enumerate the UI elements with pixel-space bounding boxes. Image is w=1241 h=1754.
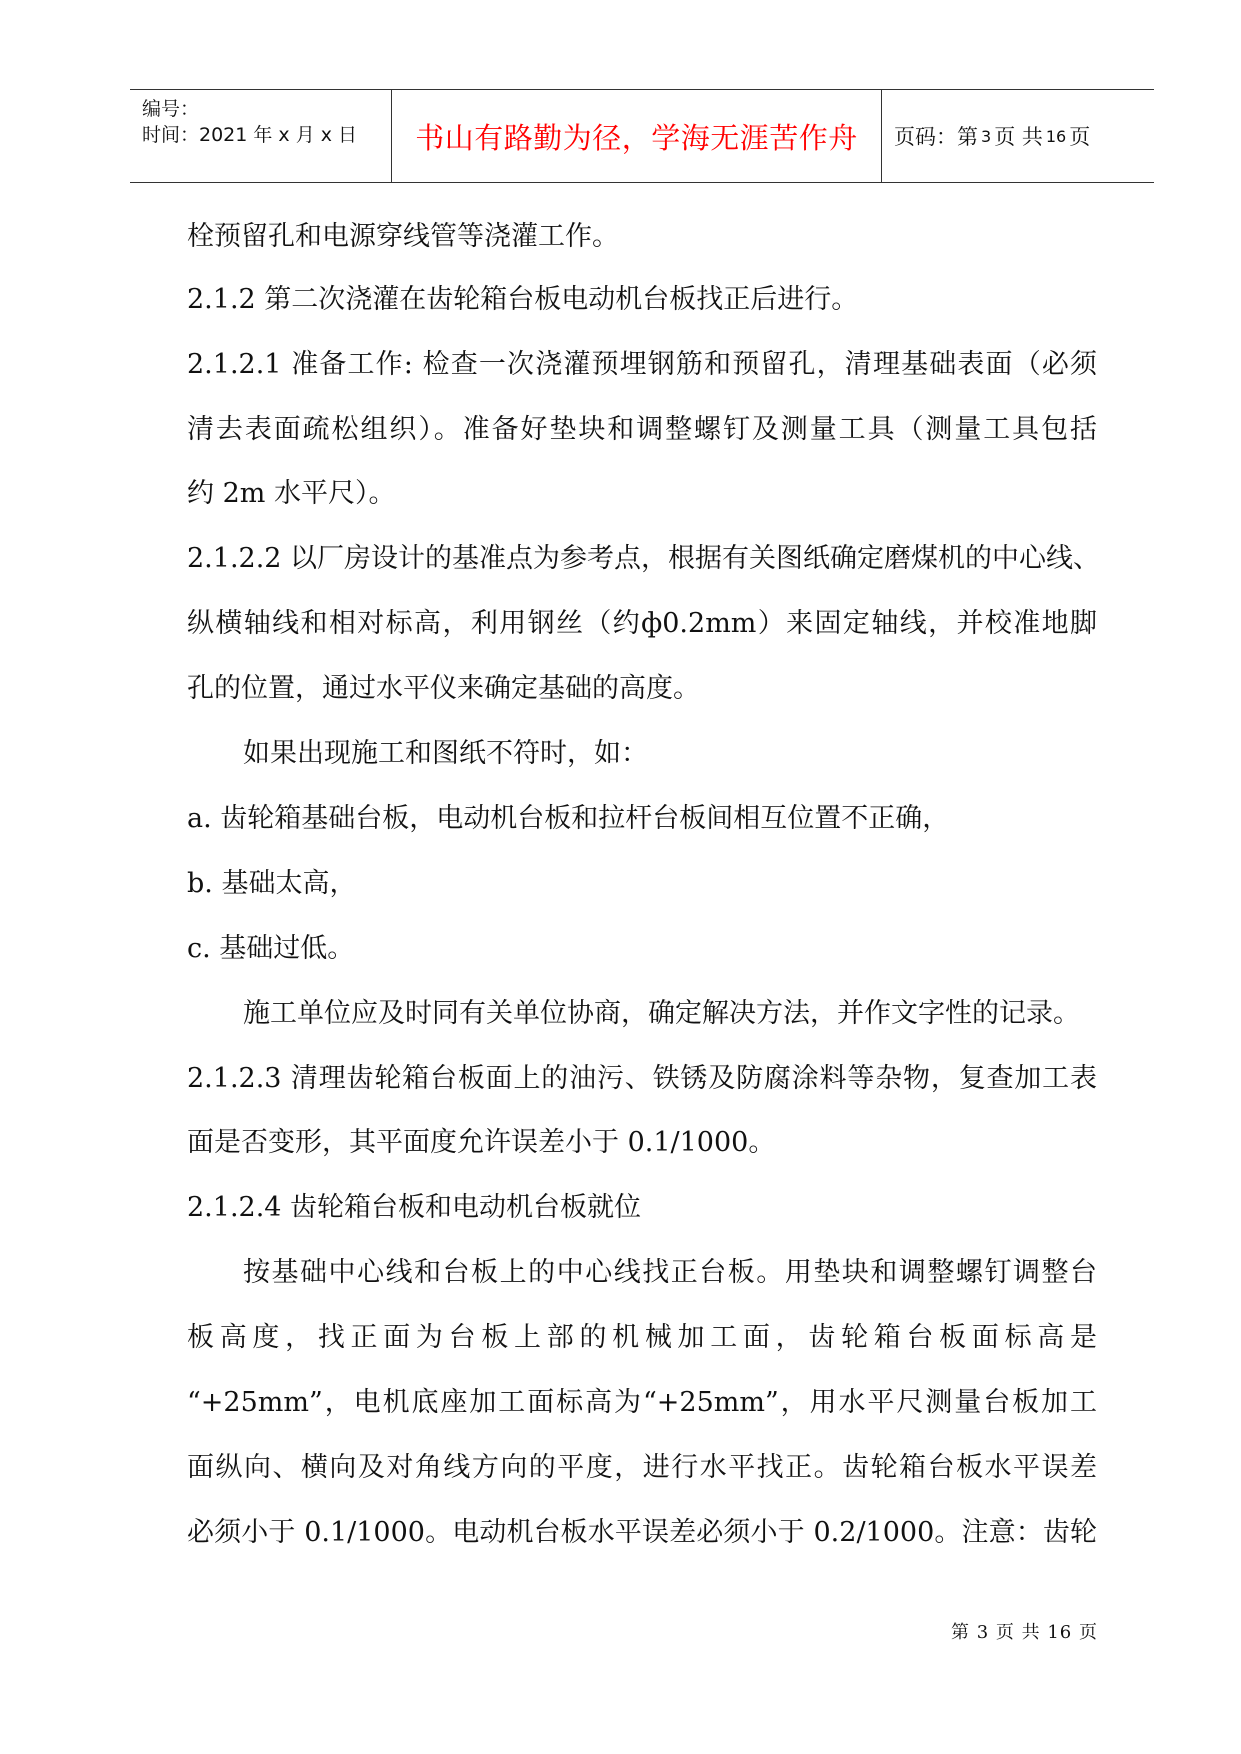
body-line: 如果出现施工和图纸不符时，如： xyxy=(243,738,648,769)
body-line: 纵横轴线和相对标高，利用钢丝（约ф0.2mm）来固定轴线，并校准地脚 xyxy=(187,608,1097,639)
body-line: 面纵向、横向及对角线方向的平度，进行水平找正。齿轮箱台板水平误差 xyxy=(187,1452,1097,1483)
body-line: 栓预留孔和电源穿线管等浇灌工作。 xyxy=(187,221,619,252)
body-line: 必须小于 0.1/1000。电动机台板水平误差必须小于 0.2/1000。注意：齿轮 xyxy=(187,1517,1097,1548)
page-total: 16 xyxy=(1045,126,1067,146)
header-page-info xyxy=(882,90,1154,182)
doc-id-label: 编号： xyxy=(142,98,200,120)
header-meta-cell xyxy=(130,90,392,182)
body-line: 面是否变形，其平面度允许误差小于 0.1/1000。 xyxy=(187,1127,776,1158)
page-prefix: 页码：第 xyxy=(894,125,978,149)
body-line: 2.1.2.1 准备工作: 检查一次浇灌预埋钢筋和预留孔，清理基础表面（必须 xyxy=(187,349,1097,380)
page-footer: 第 3 页 共 16 页 xyxy=(951,1622,1098,1643)
body-line: 2.1.2 第二次浇灌在齿轮箱台板电动机台板找正后进行。 xyxy=(187,284,859,315)
page-header xyxy=(130,89,1154,183)
list-item-c: c. 基础过低。 xyxy=(187,933,355,964)
body-line: 孔的位置，通过水平仪来确定基础的高度。 xyxy=(187,673,700,704)
body-line: 2.1.2.3 清理齿轮箱台板面上的油污、铁锈及防腐涂料等杂物，复查加工表 xyxy=(187,1063,1097,1094)
doc-time-label: 时间：2021 年 x 月 x 日 xyxy=(142,124,358,146)
list-item-b: b. 基础太高， xyxy=(187,868,357,899)
body-line: 约 2m 水平尺）。 xyxy=(187,478,396,509)
list-item-a: a. 齿轮箱基础台板，电动机台板和拉杆台板间相互位置不正确， xyxy=(187,803,950,834)
body-line: 清去表面疏松组织）。准备好垫块和调整螺钉及测量工具（测量工具包括 xyxy=(187,414,1097,445)
body-line: “+25mm”，电机底座加工面标高为“+25mm”，用水平尺测量台板加工 xyxy=(187,1387,1097,1418)
body-line: 按基础中心线和台板上的中心线找正台板。用垫块和调整螺钉调整台 xyxy=(243,1257,1097,1288)
body-line: 施工单位应及时同有关单位协商，确定解决方法，并作文字性的记录。 xyxy=(243,998,1080,1029)
body-line: 板高度，找正面为台板上部的机械加工面，齿轮箱台板面标高是 xyxy=(187,1322,1097,1353)
body-line: 2.1.2.4 齿轮箱台板和电动机台板就位 xyxy=(187,1192,642,1223)
page-mid: 页 共 xyxy=(994,125,1043,149)
page-current: 3 xyxy=(981,126,992,146)
header-motto: 书山有路勤为径，学海无涯苦作舟 xyxy=(392,90,882,182)
page-suffix: 页 xyxy=(1069,125,1091,149)
body-line: 2.1.2.2 以厂房设计的基准点为参考点，根据有关图纸确定磨煤机的中心线、 xyxy=(187,543,1101,574)
